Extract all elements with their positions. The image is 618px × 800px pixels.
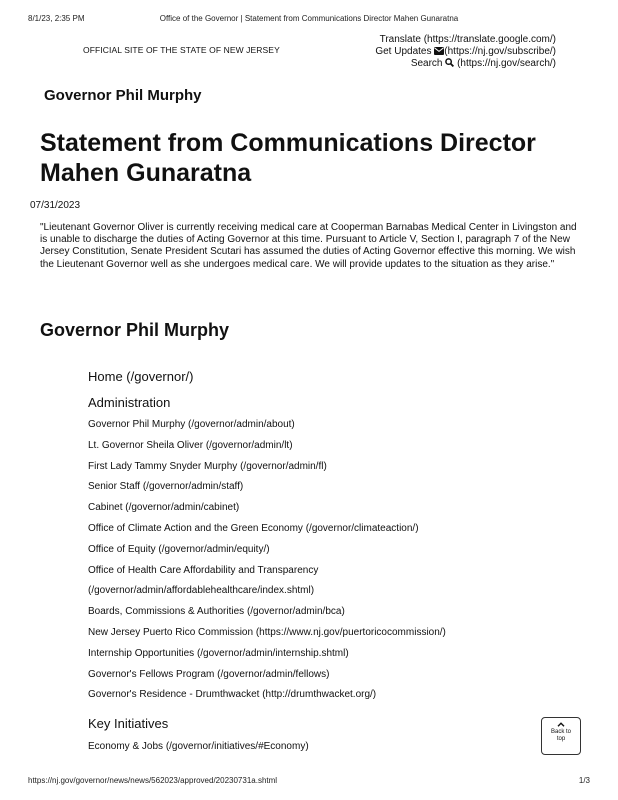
back-to-top-label: Back to top xyxy=(550,729,571,742)
admin-link-climate-action[interactable]: Office of Climate Action and the Green Economy (/governor/climateaction/) xyxy=(88,522,419,534)
print-datetime: 8/1/23, 2:35 PM xyxy=(28,14,85,23)
nav-home-link[interactable]: Home (/governor/) xyxy=(88,369,194,384)
administration-list xyxy=(88,419,446,710)
search-label: Search xyxy=(410,58,443,69)
admin-link-first-lady[interactable]: First Lady Tammy Snyder Murphy (/governor/admin/fl) xyxy=(88,460,327,472)
footer-brand[interactable]: Governor Phil Murphy xyxy=(40,320,230,340)
page-title: Statement from Communications Director Mahen Gunaratna xyxy=(40,129,536,187)
search-icon xyxy=(445,58,454,70)
article-body: "Lieutenant Governor Oliver is currently receiving medical care at Cooperman Barnabas Medical Center in Livingston and is unable to discharge the duties of Acting Governor at this time. Pursuant to Article V, Section I, paragraph 7 of the New Jersey Constitution, Senate President Scutari has assumed the duties of Acting Governor effective this morning. We wish the Lieutenant Governor well as she undergoes medical care. We will provide updates to the situation as they arise." xyxy=(40,222,577,270)
search-url: (https://nj.gov/search/) xyxy=(457,58,556,69)
administration-heading: Administration xyxy=(88,395,171,410)
admin-link-governor[interactable]: Governor Phil Murphy (/governor/admin/about) xyxy=(88,419,295,430)
initiative-link-economy[interactable]: Economy & Jobs (/governor/initiatives/#Economy) xyxy=(88,741,309,752)
admin-link-boards[interactable]: Boards, Commissions & Authorities (/governor/admin/bca) xyxy=(88,606,345,618)
page-number: 1/3 xyxy=(578,776,590,785)
official-site-label: OFFICIAL SITE OF THE STATE OF NEW JERSEY xyxy=(83,45,280,55)
envelope-icon xyxy=(434,47,444,58)
admin-link-senior-staff[interactable]: Senior Staff (/governor/admin/staff) xyxy=(88,481,244,493)
search-link[interactable] xyxy=(411,58,556,70)
get-updates-link[interactable] xyxy=(375,46,556,58)
admin-link-health-care[interactable]: Office of Health Care Affordability and Transparency xyxy=(88,564,319,576)
print-page-title: Office of the Governor | Statement from Communications Director Mahen Gunaratna xyxy=(159,14,459,23)
back-to-top-button[interactable] xyxy=(541,717,581,755)
admin-link-fellows[interactable]: Governor's Fellows Program (/governor/admin/fellows) xyxy=(88,668,330,680)
admin-link-residence[interactable]: Governor's Residence - Drumthwacket (http://drumthwacket.org/) xyxy=(88,689,377,701)
article-date: 07/31/2023 xyxy=(30,200,81,211)
admin-link-equity[interactable]: Office of Equity (/governor/admin/equity/) xyxy=(88,543,270,555)
translate-link[interactable]: Translate (https://translate.google.com/) xyxy=(379,34,556,45)
key-initiatives-heading: Key Initiatives xyxy=(88,716,169,731)
admin-link-health-care-url[interactable]: (/governor/admin/affordablehealthcare/index.shtml) xyxy=(88,585,315,597)
admin-link-lt-governor[interactable]: Lt. Governor Sheila Oliver (/governor/admin/lt) xyxy=(88,439,293,451)
admin-link-internship[interactable]: Internship Opportunities (/governor/admin/internship.shtml) xyxy=(88,647,349,659)
chevron-up-icon xyxy=(557,722,565,727)
get-updates-label: Get Updates xyxy=(375,46,432,57)
site-brand[interactable]: Governor Phil Murphy xyxy=(44,87,202,104)
get-updates-url: (https://nj.gov/subscribe/) xyxy=(444,46,556,57)
admin-link-cabinet[interactable]: Cabinet (/governor/admin/cabinet) xyxy=(88,502,240,514)
print-url: https://nj.gov/governor/news/news/562023/approved/20230731a.shtml xyxy=(28,776,278,785)
admin-link-puerto-rico[interactable]: New Jersey Puerto Rico Commission (https://www.nj.gov/puertoricocommission/) xyxy=(88,626,446,638)
